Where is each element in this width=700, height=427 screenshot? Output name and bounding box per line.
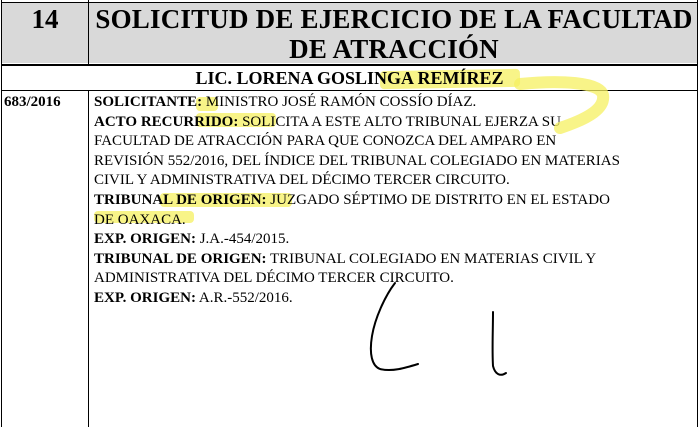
exp2-value: A.R.-552/2016. — [195, 289, 293, 306]
responsible-name: LIC. LORENA GOSLINGA REMÍREZ — [195, 68, 504, 88]
header-bottom-border — [1, 64, 698, 66]
tribunal2-label: TRIBUNAL DE ORIGEN: — [94, 250, 267, 267]
exp1-label: EXP. ORIGEN: — [94, 231, 196, 248]
tribunal2-line — [94, 250, 694, 270]
solicitante-line — [94, 93, 694, 113]
section-title — [92, 4, 696, 64]
acto-text-4: CIVIL Y ADMINISTRATIVA DEL DÉCIMO TERCER CIRCUITO. — [94, 172, 510, 189]
solicitante-value: MINISTRO JOSÉ RAMÓN COSSÍO DÍAZ. — [202, 94, 477, 110]
tribunal1-text-2: DE OAXACA. — [94, 211, 186, 228]
exp2-label: EXP. ORIGEN: — [94, 289, 196, 306]
section-title-line1: SOLICITUD DE EJERCICIO DE LA FACULTAD — [95, 4, 693, 34]
acto-label: ACTO RECURRIDO: — [94, 113, 239, 130]
acto-line — [94, 113, 694, 133]
column-divider-lower — [88, 91, 89, 427]
solicitante-label: SOLICITANTE: — [94, 94, 203, 110]
exp1-value: J.A.-454/2015. — [195, 231, 290, 248]
case-number: 683/2016 — [4, 94, 61, 110]
tribunal1-line — [94, 191, 694, 211]
section-title-line2: DE ATRACCIÓN — [289, 34, 499, 64]
exp2-line — [94, 289, 694, 309]
top-border — [1, 2, 698, 3]
exp1-line — [94, 230, 694, 250]
tribunal1-text-1: JUZGADO SÉPTIMO DE DISTRITO EN EL ESTADO — [266, 191, 610, 208]
item-number: 14 — [31, 4, 59, 34]
case-details — [94, 93, 694, 309]
acto-text-2: FACULTAD DE ATRACCIÓN PARA QUE CONOZCA DEL AMPARO EN — [94, 133, 557, 150]
handwritten-i — [493, 312, 506, 375]
tribunal2-text-2: ADMINISTRATIVA DEL DÉCIMO TERCER CIRCUITO. — [94, 270, 454, 287]
name-row-bottom-border — [1, 90, 698, 91]
acto-text-3: REVISIÓN 552/2016, DEL ÍNDICE DEL TRIBUNAL COLEGIADO EN MATERIAS — [94, 152, 620, 169]
column-divider — [88, 0, 89, 66]
tribunal2-text-1: TRIBUNAL COLEGIADO EN MATERIAS CIVIL Y — [266, 250, 597, 267]
acto-text-1: SOLICITA A ESTE ALTO TRIBUNAL EJERZA SU — [238, 113, 561, 130]
tribunal1-label: TRIBUNAL DE ORIGEN: — [94, 191, 267, 208]
